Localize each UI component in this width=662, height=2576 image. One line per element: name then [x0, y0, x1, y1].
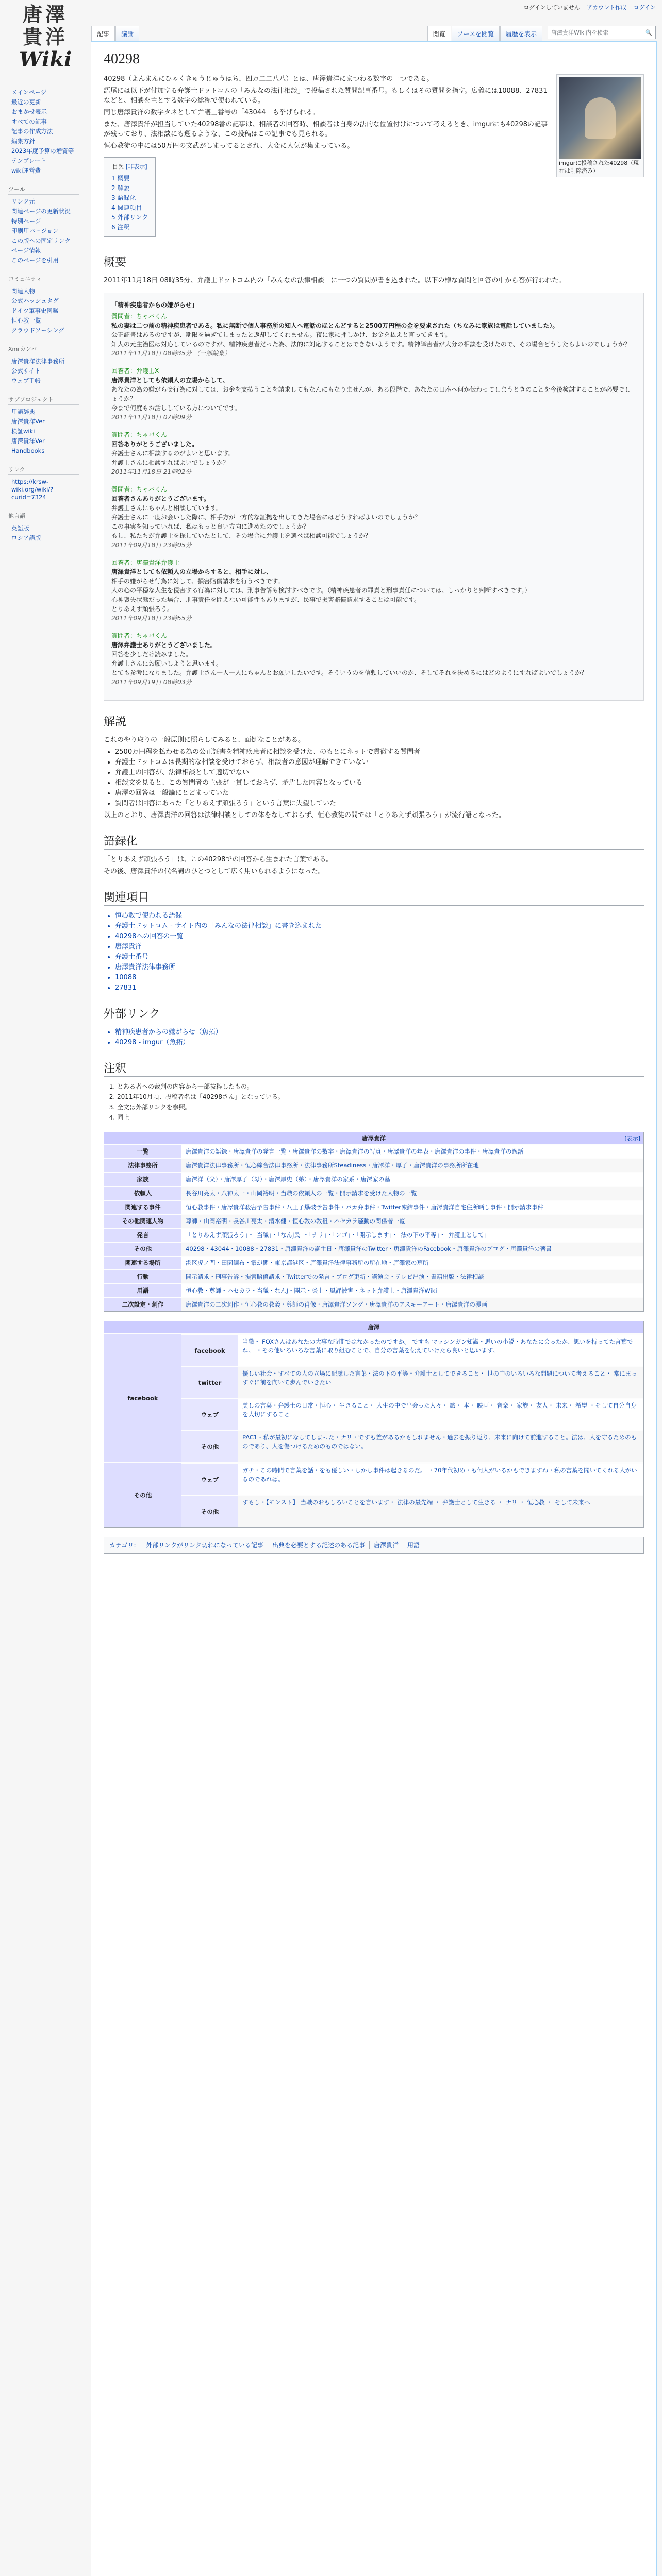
post-body-line: 回答者さんありがとうございます。	[111, 495, 210, 502]
thumbnail-image[interactable]	[559, 77, 641, 159]
navbox-row	[104, 1144, 643, 1158]
post-timestamp: 2011年11月18日 07時09分	[111, 414, 192, 421]
view-tabs	[427, 23, 656, 41]
navbox-row	[104, 1283, 643, 1297]
section-notes: 注釈	[104, 1061, 644, 1077]
post-author: 回答者：弁護士X	[111, 367, 159, 375]
post-body-line: 弁護士さんに相談するのがよいと思います。	[111, 450, 235, 457]
sidebar-item[interactable]: 最近の更新	[11, 98, 41, 106]
note-item: 2. 2011年10月頃、投稿者名は「40298さん」となっている。	[117, 1092, 644, 1102]
sidebar-item[interactable]: 用語辞典	[11, 408, 35, 415]
navbox-subrow	[181, 1398, 643, 1430]
navbox-list[interactable]: 「とりあえず頑張ろう」・「当職」・「なんJ民」・「ナリ」・「ンゴ」・「開示します」・「法の下の平等」・「弁護士として」	[181, 1229, 643, 1242]
post-body-line: 弁護士さんに相談すればよいでしょうか？	[111, 459, 229, 466]
post-body-line: この事実を知っていれば、私はもっと良い方向に進めたのでしょうか？	[111, 523, 310, 530]
navbox-group: 行動	[104, 1270, 181, 1283]
post-timestamp: 2011年09月19日 08時03分	[111, 679, 192, 686]
thumbnail-caption: imgurに投稿された40298（現在は削除済み）	[559, 160, 639, 174]
navbox-row	[104, 1462, 643, 1527]
post-author: 質問者：ちゃバくん	[111, 431, 168, 438]
sidebar-item[interactable]: 唐澤貴洋Ver	[11, 418, 45, 425]
section-kaisetsu: 解説	[104, 714, 644, 730]
navbox-group: その他	[104, 1463, 181, 1527]
note-item: 3. 全文は外部リンクを参照。	[117, 1103, 644, 1112]
not-logged-in-text: ログインしていません	[523, 4, 580, 11]
navbox-row	[104, 1269, 643, 1283]
notes-list	[117, 1082, 644, 1123]
tab-read[interactable]: 閲覧	[427, 26, 451, 41]
external-link[interactable]: • 精神疾患者からの嫌がらせ（魚拓）	[115, 1027, 644, 1037]
table-of-contents	[104, 157, 156, 237]
navbox-secondary-title[interactable]: 唐澤	[104, 1321, 643, 1333]
note-item: 1. とある者への裁判の内容から一部抜粋したもの。	[117, 1082, 644, 1092]
kaisetsu-item: • 相談文を見ると、この質問者の主張が一貫しておらず、矛盾した内容となっている	[115, 778, 644, 788]
sidebar-heading: サブプロジェクト	[8, 395, 79, 405]
post-timestamp: 2011年09月18日 23時05分	[111, 541, 192, 549]
post-body-line: 公正証書はあるのですが、期限を過ぎてしまったと返却してくれません。夜に家に押しかけ、お金を払えと言ってきます。	[111, 331, 452, 338]
sidebar-heading: リンク	[8, 465, 79, 475]
navbox-group: 二次設定・創作	[104, 1298, 181, 1311]
related-item[interactable]: • 弁護士ドットコム - サイト内の「みんなの法律相談」に書き込まれた	[115, 921, 644, 931]
post-body-line: 回答ありがとうございました。	[111, 440, 198, 448]
category-links	[104, 1537, 644, 1554]
navbox-secondary	[104, 1321, 644, 1528]
toc-toggle[interactable]: [非表示]	[125, 163, 147, 170]
post-author: 質問者：ちゃバくん	[111, 632, 168, 639]
qa-post	[111, 485, 636, 550]
toc-item[interactable]: 1 概要	[111, 175, 130, 182]
kaisetsu-item: • 2500万円程を払わせる為の公正証書を精神疾患者に相談を受けた、のもとにネットで貫徹する質問者	[115, 747, 644, 757]
search-icon[interactable]: 🔍	[645, 29, 652, 36]
intro-paragraph: 恒心教徒の中には50万円の文武がしまってるとされ、大変に人気が集まっている。	[104, 142, 354, 150]
sidebar-item[interactable]: 記事の作成方法	[11, 128, 53, 135]
related-item[interactable]: • 27831	[115, 983, 644, 993]
navbox-sublist[interactable]: ガチ・この時間で言葉を話・をも優しい・しかし事件は起きるのだ。 ・70年代初め・も何人がいるかもできますね・私の言葉を聞いてくれる人がいるのであれば。	[238, 1464, 643, 1495]
external-links-list	[115, 1027, 644, 1047]
logo-line-3: Wiki	[19, 47, 72, 72]
navbox-list[interactable]: 40298・43044・10088・27831・唐澤貴洋の誕生日・唐澤貴洋のTwitter・唐澤貴洋のFacebook・唐澤貴洋のブログ・唐澤貴洋の著書	[181, 1243, 643, 1256]
sidebar-item[interactable]: 関連人物	[11, 287, 35, 295]
sidebar-heading: ツール	[8, 185, 79, 195]
navbox-subrow	[181, 1430, 643, 1462]
sidebar-item[interactable]: 公式サイト	[11, 367, 41, 375]
navbox-list[interactable]: 唐澤貴洋の二次創作・恒心教の教義・尊師の肖像・唐澤貴洋ソング・唐澤貴洋のアスキーアート・唐澤貴洋の漫画	[181, 1298, 643, 1311]
navbox-group: 法律事務所	[104, 1159, 181, 1172]
toc-item[interactable]: 6 注釈	[111, 224, 130, 231]
navbox-subgroup: facebook	[181, 1335, 238, 1366]
sidebar-group	[5, 465, 82, 502]
navbox-subrow	[181, 1334, 643, 1366]
navbox-subgroup: その他	[181, 1431, 238, 1462]
sidebar-item[interactable]: メインページ	[11, 89, 47, 96]
navbox-list[interactable]: 唐澤貴洋の語録・唐澤貴洋の発言一覧・唐澤貴洋の数字・唐澤貴洋の写真・唐澤貴洋の年表・唐澤貴洋の事件・唐澤貴洋の逸話	[181, 1145, 643, 1158]
navbox-subrow	[181, 1495, 643, 1527]
qa-post	[111, 312, 636, 358]
sidebar-item[interactable]: クラウドソーシング	[11, 327, 64, 334]
navbox-group: その他	[104, 1243, 181, 1256]
sidebar-item[interactable]: 唐澤貴洋Ver	[11, 437, 45, 445]
sidebar-item[interactable]: ドイツ軍事史図鑑	[11, 307, 59, 314]
sidebar-group	[5, 345, 82, 386]
navbox-list[interactable]: 恒心教・尊師・ハセカラ・当職・なんJ・開示・炎上・風評被害・ネット弁護士・唐澤貴洋Wiki	[181, 1284, 643, 1297]
related-item[interactable]: • 弁護士番号	[115, 952, 644, 962]
toc-item[interactable]: 4 関連項目	[111, 204, 142, 211]
related-item[interactable]: • 恒心教で使われる語録	[115, 911, 644, 921]
section-overview: 概要	[104, 255, 644, 270]
sidebar-item[interactable]: すべての記事	[11, 118, 47, 125]
navbox-list[interactable]: 港区虎ノ門・田園調布・霞が関・東京都港区・唐澤貴洋法律事務所の所在地・唐澤家の墓所	[181, 1257, 643, 1269]
sidebar-item[interactable]: この版への固定リンク	[11, 237, 71, 244]
tab-history[interactable]: 履歴を表示	[500, 26, 542, 41]
navbox-list[interactable]: 開示請求・刑事告訴・損害賠償請求・Twitterでの発言・ブログ更新・講演会・テレビ出演・書籍出版・法律相談	[181, 1270, 643, 1283]
navbox-main	[104, 1132, 644, 1312]
navbox-row	[104, 1200, 643, 1214]
navbox-subgroup: twitter	[181, 1367, 238, 1398]
intro-paragraph: 同じ唐澤貴洋の数字タネとして弁護士番号の「43044」も挙げられる。	[104, 109, 320, 116]
post-body-line: とても参考になりました。弁護士さん一人一人にちゃんとお願いしたいです。そういうのを信頼していいのか、そしてそれを決めるにはどのようにすればよいでしょうか？	[111, 669, 588, 676]
post-body-line: 心神喪失状態だった場合、刑事責任を問えない可能性もありますが、民事で損害賠償請求することは可能です。	[111, 596, 421, 603]
navbox-subgroup: ウェブ	[181, 1399, 238, 1430]
navbox-row	[104, 1186, 643, 1200]
sidebar-item[interactable]: 唐澤貴洋法律事務所	[11, 358, 65, 365]
navbox-row	[104, 1214, 643, 1228]
navbox-row	[104, 1297, 643, 1311]
post-body-line: 唐澤貴洋としても依頼人の立場からすると、相手に対し、	[111, 568, 273, 575]
navbox-subrow	[181, 1463, 643, 1495]
intro-paragraph: 語尾には以下が付加する弁護士ドットコムの「みんなの法律相談」で投稿された質問記事番号。もしくはその質問を指す。広義には10088、27831などと、相談を主とする数字の総称で使われている。	[104, 87, 548, 105]
post-body-line: とりあえず頑張ろう。	[111, 605, 174, 613]
sidebar-group	[5, 512, 82, 543]
tab-view-source[interactable]: ソースを閲覧	[452, 26, 500, 41]
tab-article[interactable]: 記事	[91, 26, 115, 41]
post-body-line: 知人の元主治医は対応しているのですが、精神疾患者だった為、法的に対応することはできないようです。精神障害者が大分の相談を受けたので、その場合どうしたらよいのでしょうか？	[111, 341, 631, 348]
navbox-sublist[interactable]: PAC1 - 私が最初になしてしまった・ナリ・ですも差があるかもしれません・過去を振り返り、未来に向けて前進すること。法は、人を守るためのものであり、人を傷つけるためのものではない。	[238, 1431, 643, 1462]
sidebar-heading: Xmrカンパ	[8, 345, 79, 354]
create-account-link[interactable]: アカウント作成	[587, 4, 627, 11]
sidebar-item[interactable]: 関連ページの更新状況	[11, 208, 71, 215]
kaisetsu-item: • 弁護士ドットコムは長期的な相談を受けておらず、相談者の意図が理解できていない	[115, 757, 644, 767]
sidebar-item[interactable]: ロシア語版	[11, 534, 41, 541]
category-link[interactable]: 唐澤貴洋	[369, 1541, 399, 1549]
navbox-subrow	[181, 1366, 643, 1398]
personal-tools	[518, 3, 656, 11]
kaisetsu-list	[115, 747, 644, 808]
navbox-group: 依頼人	[104, 1187, 181, 1200]
section-kanren: 関連項目	[104, 890, 644, 906]
sidebar-item[interactable]: 編集方針	[11, 138, 35, 145]
search-box[interactable]	[548, 26, 656, 39]
navbox-subgroup: その他	[181, 1496, 238, 1527]
logo-line-1: 唐澤	[22, 3, 68, 26]
kaisetsu-intro: これのやり取りの一般原則に照らしてみると、面倒なことがある。	[104, 736, 305, 744]
sidebar-group	[5, 395, 82, 456]
section-gaibu: 外部リンク	[104, 1006, 644, 1022]
navbox-toggle[interactable]: [表示]	[624, 1135, 640, 1142]
related-item[interactable]: • 10088	[115, 973, 644, 982]
overview-text: 2011年11月18日 08時35分、弁護士ドットコム内の「みんなの法律相談」に一つの質問が書き込まれた。以下の様な質問と回答の中から答が行われた。	[104, 277, 566, 284]
post-body-line: 人の心の平穏な人生を侵害する行為に対しては、刑事告訴も検討すべきです。（精神疾患者の罪責と刑事責任については、しっかりと判断すべきです。）	[111, 587, 531, 594]
post-body-line: 今まで何度もお話ししている方についてです。	[111, 404, 241, 412]
sidebar-item[interactable]: ページ情報	[11, 247, 41, 254]
post-body-line: 弁護士さんに一度お会いした際に、相手方が一方的な証拠を出してきた場合にはどうすればよいのでしょうか？	[111, 514, 421, 521]
main-content	[91, 41, 657, 2576]
login-link[interactable]: ログイン	[633, 4, 656, 11]
category-link[interactable]: 外部リンクがリンク切れになっている記事	[146, 1541, 263, 1549]
qa-post	[111, 631, 636, 687]
logo-line-2: 貴洋	[22, 25, 68, 48]
sidebar-item[interactable]: https://krsw-wiki.org/wiki/?curid=7324	[11, 478, 54, 501]
categories-label[interactable]: カテゴリ:	[109, 1541, 136, 1549]
sidebar-group	[5, 88, 82, 176]
sidebar-item[interactable]: ウェブ手帳	[11, 377, 41, 384]
navbox-group: 関連する事件	[104, 1201, 181, 1214]
navbox-group: 家族	[104, 1173, 181, 1186]
navbox-sublist[interactable]: 優しい社会・すべての人の立場に配慮した言葉・法の下の平等・弁護士としてできること・ 世の中のいろいろな問題について考えること・ 常にまっすぐに前を向いて歩んでいきたい	[238, 1367, 643, 1398]
sidebar-item[interactable]: Handbooks	[11, 447, 45, 454]
sidebar-heading: 他言語	[8, 512, 79, 521]
post-timestamp: 2011年11月18日 21時02分	[111, 468, 192, 476]
intro-paragraph: 40298（よんまんにひゃくきゅうじゅうはち，四万二二八八）とは、唐澤貴洋にまつわる数字の一つである。	[104, 75, 434, 83]
goroku-text-1: 「とりあえず頑張ろう」は、この40298での回答から生まれた言葉である。	[104, 856, 333, 863]
tab-talk[interactable]: 議論	[115, 26, 139, 41]
post-body-line: 相手の嫌がらせ行為に対して、損害賠償請求を行うべきです。	[111, 578, 284, 585]
note-item: 4. 同上	[117, 1113, 644, 1123]
navbox-group: facebook	[104, 1334, 181, 1462]
page-title: 40298	[104, 50, 644, 69]
post-body-line: もし、私たちが弁護士を探していたとして、その場合に弁護士を選べば相談可能でしょうか？	[111, 532, 371, 539]
toc-item[interactable]: 5 外部リンク	[111, 214, 148, 221]
navbox-sublist[interactable]: 当職・ FOXさんはあなたの大事な時間ではなかったのですか。 ですも マッシンガン知識・思いの小説・あなたに会ったか、思いを持ってた言葉でね。 ・その他いろいろな言葉に取り組むことで、自分の言葉を伝えていけたら良いと思います。	[238, 1335, 643, 1366]
navbox-sublist[interactable]: すもし・【モンスト】 当職のおもしろいことを言います・ 法律の最先端 ・ 弁護士として生きる ・ ナリ ・ 恒心教 ・ そして未来へ	[238, 1496, 643, 1527]
navbox-group: 関連する場所	[104, 1257, 181, 1269]
namespace-tabs	[91, 23, 139, 41]
category-link[interactable]: 用語	[403, 1541, 420, 1549]
post-body-line: あなたの為の嫌がらせ行為に対しては、お金を支払うことを請求してもなんにもなりませんが、ある段階で、あなたの口座へ何か伝わってしまうときのことを今後検討することが必要でしょうか？	[111, 386, 631, 402]
navbox-list[interactable]: 尊師・山岡裕明・長谷川亮太・清水健・恒心教の教祖・ハセカラ騒動の関係者一覧	[181, 1215, 643, 1228]
navbox-row	[104, 1228, 643, 1242]
sidebar-group	[5, 185, 82, 265]
related-item[interactable]: • 40298への回答の一覧	[115, 931, 644, 941]
sidebar-item[interactable]: 特別ページ	[11, 217, 41, 225]
post-timestamp: 2011年09月18日 23時55分	[111, 615, 192, 622]
external-link[interactable]: • 40298 - imgur（魚拓）	[115, 1038, 644, 1047]
navbox-list[interactable]: 唐澤貴洋法律事務所・恒心綜合法律事務所・法律事務所Steadiness・唐澤洋・厚子・唐澤貴洋の事務所所在地	[181, 1159, 643, 1172]
navbox-sublist[interactable]: 美しの言葉・弁護士の日常・恒心・ 生きること・ 人生の中で出会った人々・ 旅・ 本・ 映画・ 音楽・ 家族・ 友人・ 未来・ 希望 ・そして自分自身を大切にすること	[238, 1399, 643, 1430]
navbox-group: 用語	[104, 1284, 181, 1297]
navbox-row	[104, 1242, 643, 1256]
sidebar-item[interactable]: おまかせ表示	[11, 108, 47, 115]
navbox-list[interactable]: 長谷川亮太・八神太一・山岡裕明・当職の依頼人の一覧・開示請求を受けた人物の一覧	[181, 1187, 643, 1200]
kaisetsu-outro: 以上のとおり、唐澤貴洋の回答は法律相談としての体をなしておらず、恒心教徒の間では「とりあえず頑張ろう」が流行語となった。	[104, 811, 505, 819]
post-author: 回答者：唐澤貴洋弁護士	[111, 559, 180, 566]
kaisetsu-item: • 弁護士の回答が、法律相談として適切でない	[115, 768, 644, 777]
post-body-line: 弁護士さんにお願いしようと思います。	[111, 660, 223, 667]
navbox-list[interactable]: 恒心教事件・唐澤貴洋殺害予告事件・八王子爆破予告事件・パカ弁事件・Twitter凍結事件・唐澤貴洋自宅住所晒し事件・開示請求事件	[181, 1201, 643, 1214]
qa-post	[111, 430, 636, 477]
post-body-line: 私の妻は二つ前の精神疾患者である。私に無断で個人事務所の知人へ電話のほとんどすると2500万円程の金を要求された（ちなみに家族は電話していました）。	[111, 322, 559, 329]
related-item[interactable]: • 唐澤貴洋法律事務所	[115, 962, 644, 972]
post-body-line: 回答を少しだけ読みました。	[111, 651, 192, 658]
intro-paragraph: また、唐澤貴洋が担当していた40298番の記事は、相談者の回答時、相談者は自身の法的な位置付けについて考えるとき、imgurにも40298の記事が残っており、法相談にも遡るような、この投稿はこの記事でも見られる。	[104, 121, 548, 138]
sidebar-group	[5, 275, 82, 335]
navbox-subgroup: ウェブ	[181, 1464, 238, 1495]
related-list	[115, 911, 644, 993]
sidebar-item[interactable]: 公式ハッシュタグ	[11, 297, 59, 304]
navbox-main-title[interactable]: 唐澤貴洋	[362, 1134, 386, 1142]
toc-item[interactable]: 3 語録化	[111, 194, 136, 201]
navbox-row	[104, 1256, 643, 1269]
sidebar-item[interactable]: 2023年度予算の増資等	[11, 147, 74, 155]
kaisetsu-item: • 質問者は回答にあった「とりあえず頑張ろう」という言葉に失望していた	[115, 799, 644, 808]
sidebar-item[interactable]: リンク元	[11, 198, 35, 205]
category-link[interactable]: 出典を必要とする記述のある記事	[268, 1541, 365, 1549]
post-author: 質問者：ちゃバくん	[111, 313, 168, 320]
search-input[interactable]: 唐澤貴洋Wiki内を検索	[551, 29, 609, 36]
navbox-row	[104, 1172, 643, 1186]
toc-item[interactable]: 2 解説	[111, 184, 130, 192]
section-goroku: 語録化	[104, 834, 644, 850]
sidebar-item[interactable]: このページを引用	[11, 257, 59, 264]
qa-post	[111, 366, 636, 422]
related-item[interactable]: • 唐澤貴洋	[115, 942, 644, 952]
sidebar	[5, 88, 82, 552]
toc-title: 目次	[112, 163, 124, 170]
post-body-line: 唐澤弁護士ありがとうございました。	[111, 641, 217, 649]
site-logo[interactable]	[4, 3, 87, 80]
sidebar-item[interactable]: wiki運営費	[11, 167, 41, 174]
navbox-group: その他関連人物	[104, 1215, 181, 1228]
navbox-row	[104, 1333, 643, 1462]
post-body-line: 弁護士さんにちゃんと相談しています。	[111, 504, 223, 512]
kaisetsu-item: • 唐澤の回答は一般論にとどまっていた	[115, 788, 644, 798]
sidebar-item[interactable]: 検証wiki	[11, 428, 35, 435]
sidebar-item[interactable]: テンプレート	[11, 157, 46, 164]
quote-title: 「精神疾患者からの嫌がらせ」	[111, 301, 198, 309]
thumbnail	[556, 74, 644, 177]
sidebar-item[interactable]: 英語版	[11, 524, 29, 532]
sidebar-heading: コミュニティ	[8, 275, 79, 284]
navbox-row	[104, 1158, 643, 1172]
sidebar-item[interactable]: 印刷用バージョン	[11, 227, 59, 234]
qa-quote	[104, 293, 644, 701]
post-author: 質問者：ちゃバくん	[111, 486, 168, 493]
navbox-group: 発言	[104, 1229, 181, 1242]
goroku-text-2: その後、唐澤貴洋の代名詞のひとつとして広く用いられるようになった。	[104, 868, 325, 875]
post-timestamp: 2011年11月18日 08時35分 （一部編集）	[111, 350, 231, 357]
post-body-line: 唐澤貴洋としても依頼人の立場からして、	[111, 377, 229, 384]
navbox-list[interactable]: 唐澤洋（父）・唐澤厚子（母）・唐澤厚史（弟）・唐澤貴洋の家系・唐澤家の墓	[181, 1173, 643, 1186]
navbox-group: 一覧	[104, 1145, 181, 1158]
sidebar-item[interactable]: 恒心教一覧	[11, 317, 41, 324]
qa-post	[111, 558, 636, 623]
